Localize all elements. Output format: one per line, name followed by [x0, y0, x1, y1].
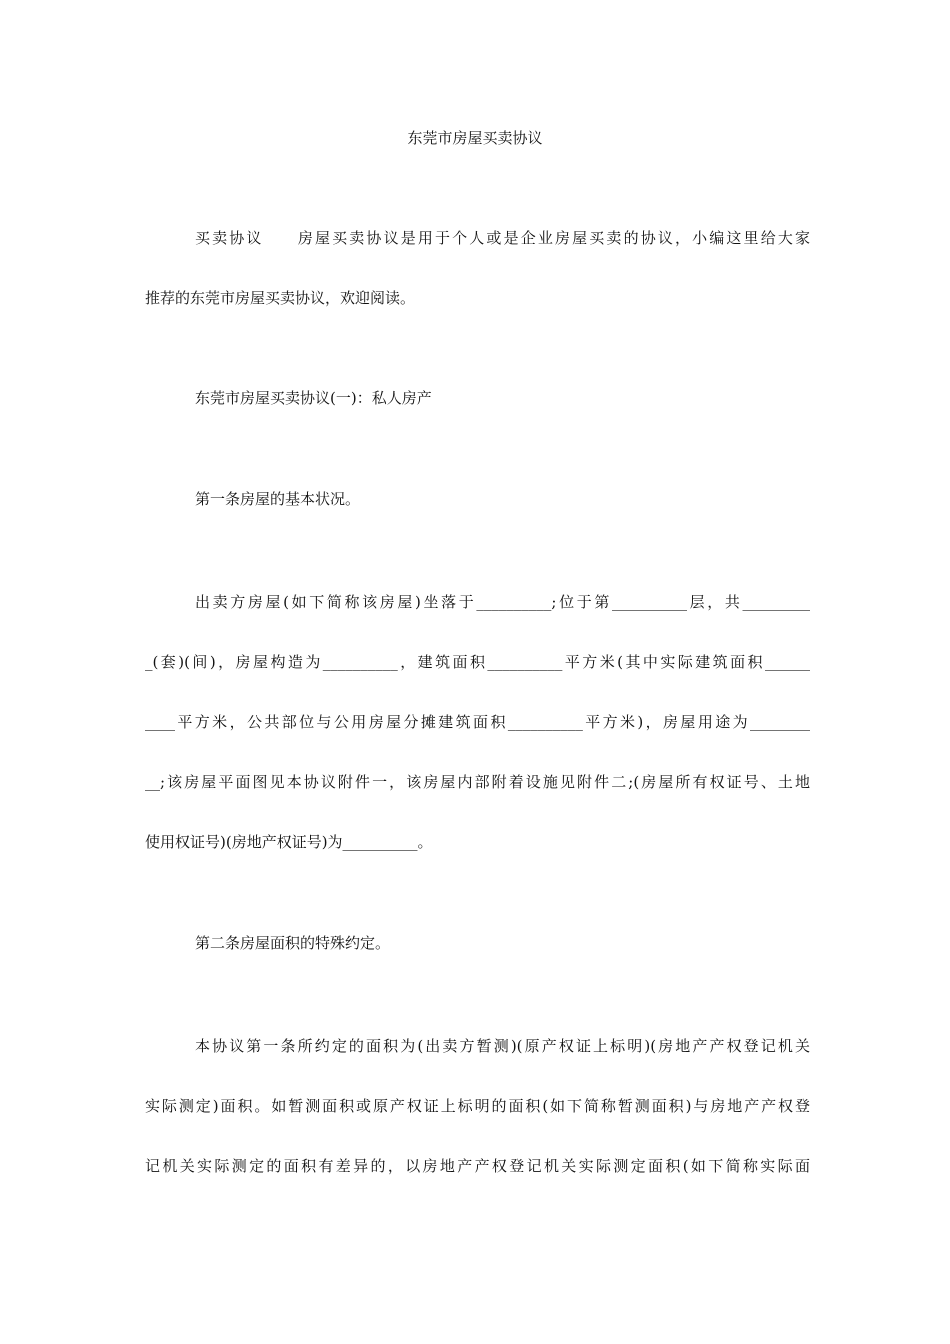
article-1-line-1: 出卖方房屋(如下简称该房屋)坐落于__________;位于第__________层，共_________: [195, 593, 810, 611]
section-heading: 东莞市房屋买卖协议(一)：私人房产: [195, 389, 432, 407]
document-title: 东莞市房屋买卖协议: [407, 129, 543, 147]
intro-line-2: 推荐的东莞市房屋买卖协议，欢迎阅读。: [145, 289, 416, 307]
article-2-line-3: 记机关实际测定的面积有差异的，以房地产产权登记机关实际测定面积(如下简称实际面: [145, 1157, 810, 1175]
article-1-line-3: ____平方米，公共部位与公用房屋分摊建筑面积__________平方米)，房屋用途为________: [145, 713, 810, 731]
article-2-line-2: 实际测定)面积。如暂测面积或原产权证上标明的面积(如下简称暂测面积)与房地产产权登: [145, 1097, 810, 1115]
article-2-line-1: 本协议第一条所约定的面积为(出卖方暂测)(原产权证上标明)(房地产产权登记机关: [195, 1037, 810, 1055]
intro-line-1: 买卖协议 房屋买卖协议是用于个人或是企业房屋买卖的协议，小编这里给大家: [195, 229, 810, 247]
article-1-line-4: __;该房屋平面图见本协议附件一，该房屋内部附着设施见附件二;(房屋所有权证号、土地: [145, 773, 810, 791]
article-2-heading: 第二条房屋面积的特殊约定。: [195, 934, 391, 952]
article-1-heading: 第一条房屋的基本状况。: [195, 490, 361, 508]
article-1-line-5: 使用权证号)(房地产权证号)为__________。: [145, 833, 433, 851]
article-1-line-2: _(套)(间)，房屋构造为__________，建筑面积__________平方米(其中实际建筑面积______: [145, 653, 810, 671]
